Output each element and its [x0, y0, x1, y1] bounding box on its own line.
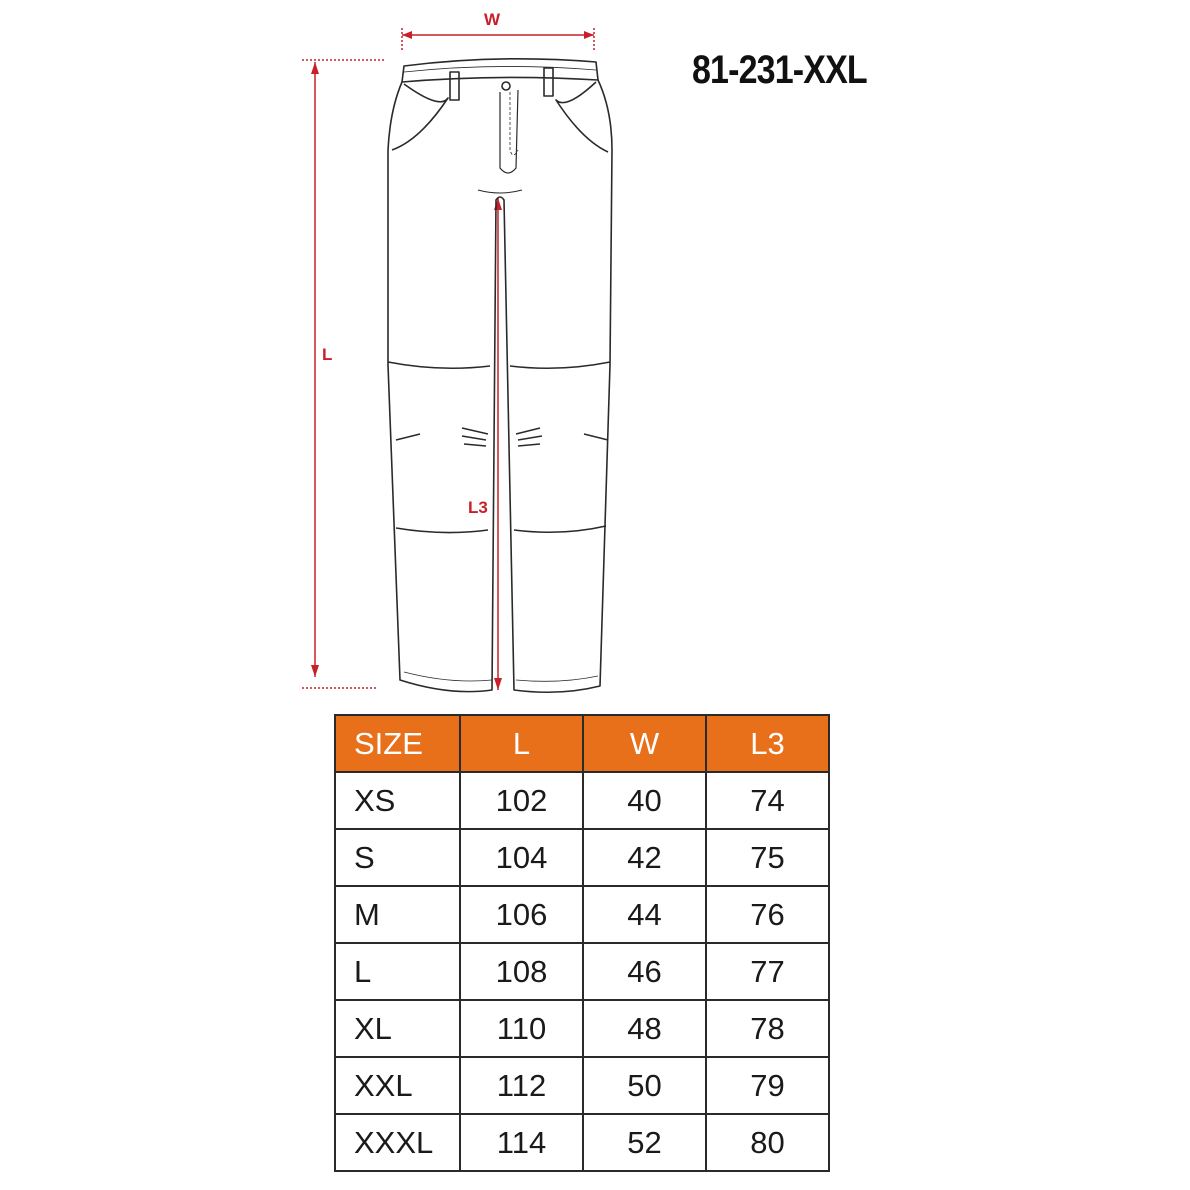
- table-row: [335, 1057, 829, 1114]
- size-chart-body: [335, 772, 829, 1171]
- cell-size: L: [335, 943, 460, 1000]
- waist-dimension-arrow: [402, 28, 594, 52]
- cell-length: 102: [460, 772, 583, 829]
- cell-inseam: 74: [706, 772, 829, 829]
- length-dimension-arrow: [302, 60, 384, 688]
- table-row: [335, 1114, 829, 1171]
- header-waist: W: [583, 715, 706, 772]
- length-dimension-label: L: [322, 345, 333, 364]
- header-size: SIZE: [335, 715, 460, 772]
- cell-length: 112: [460, 1057, 583, 1114]
- inseam-dimension-label: L3: [468, 498, 488, 517]
- cell-waist: 40: [583, 772, 706, 829]
- cell-size: XXL: [335, 1057, 460, 1114]
- trousers-outline: [388, 59, 612, 692]
- cell-length: 104: [460, 829, 583, 886]
- cell-size: M: [335, 886, 460, 943]
- header-inseam: L3: [706, 715, 829, 772]
- cell-length: 110: [460, 1000, 583, 1057]
- cell-size: XS: [335, 772, 460, 829]
- cell-waist: 48: [583, 1000, 706, 1057]
- table-row: [335, 943, 829, 1000]
- cell-inseam: 77: [706, 943, 829, 1000]
- cell-inseam: 79: [706, 1057, 829, 1114]
- cell-waist: 46: [583, 943, 706, 1000]
- cell-inseam: 78: [706, 1000, 829, 1057]
- cell-length: 114: [460, 1114, 583, 1171]
- cell-size: XXXL: [335, 1114, 460, 1171]
- cell-waist: 42: [583, 829, 706, 886]
- product-code: 81-231-XXL: [692, 48, 867, 92]
- cell-size: S: [335, 829, 460, 886]
- size-chart-table: [334, 714, 830, 1172]
- table-row: [335, 1000, 829, 1057]
- table-row: [335, 772, 829, 829]
- cell-waist: 50: [583, 1057, 706, 1114]
- size-chart-header-row: [335, 715, 829, 772]
- table-row: [335, 886, 829, 943]
- cell-inseam: 80: [706, 1114, 829, 1171]
- cell-inseam: 76: [706, 886, 829, 943]
- cell-waist: 44: [583, 886, 706, 943]
- cell-waist: 52: [583, 1114, 706, 1171]
- cell-size: XL: [335, 1000, 460, 1057]
- cell-length: 108: [460, 943, 583, 1000]
- cell-length: 106: [460, 886, 583, 943]
- header-length: L: [460, 715, 583, 772]
- table-row: [335, 829, 829, 886]
- cell-inseam: 75: [706, 829, 829, 886]
- waist-dimension-label: W: [484, 10, 501, 29]
